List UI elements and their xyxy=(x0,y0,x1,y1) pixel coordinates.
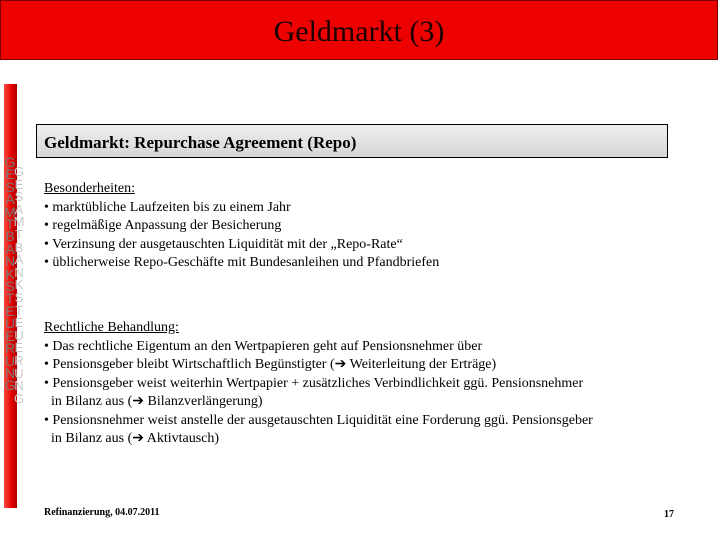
section-heading: Besonderheiten: xyxy=(44,181,135,196)
logo-letter: E xyxy=(5,327,15,344)
logo-letter: S xyxy=(5,278,15,295)
logo-letter: E xyxy=(14,315,24,331)
title-bar xyxy=(0,0,718,60)
logo-letter: K xyxy=(5,265,15,282)
logo-letter: T xyxy=(5,216,15,233)
bullet-item: • regelmäßige Anpassung der Besicherung xyxy=(44,218,282,233)
logo-letter: R xyxy=(14,352,24,368)
logo-letter: T xyxy=(15,302,23,318)
logo-letter: E xyxy=(5,166,15,183)
page-number: 17 xyxy=(664,509,674,520)
logo-letter: N xyxy=(4,253,16,270)
sidebar-logo xyxy=(0,156,20,392)
logo-letter: A xyxy=(14,252,24,268)
bullet-item: • Pensionsnehmer weist anstelle der ausgetauschten Liquidität eine Forderung ggü. Pensionsgeber xyxy=(44,412,593,428)
bullet-item: • Pensionsgeber bleibt Wirtschaftlich Begünstigter (➔ Weiterleitung der Erträge) xyxy=(44,357,497,372)
logo-letter: R xyxy=(4,340,16,357)
logo-letter: G xyxy=(4,377,16,394)
slide-title: Geldmarkt (3) xyxy=(273,15,445,48)
logo-letter: B xyxy=(14,239,24,255)
logo-letter: E xyxy=(5,302,15,319)
logo-letter: S xyxy=(5,178,15,195)
logo-letter: N xyxy=(4,364,16,381)
logo-letter: S xyxy=(14,189,24,205)
logo-letter: A xyxy=(5,191,15,208)
bullet-item: • Verzinsung der ausgetauschten Liquidität mit der „Repo-Rate“ xyxy=(44,236,403,252)
section-besonderheiten xyxy=(44,180,439,273)
logo-letter: K xyxy=(14,277,24,293)
footer-text: Refinanzierung, 04.07.2011 xyxy=(44,507,160,518)
subtitle-box xyxy=(36,124,668,158)
logo-letter: U xyxy=(4,352,16,369)
logo-letter: A xyxy=(5,240,15,257)
logo-letter: N xyxy=(14,378,24,394)
logo-letter: N xyxy=(14,264,24,280)
section-heading: Rechtliche Behandlung: xyxy=(44,320,179,335)
logo-letter: B xyxy=(5,228,15,245)
bullet-item: • Pensionsgeber weist weiterhin Wertpapier + zusätzliches Verbindlichkeit ggü. Pensionsnehmer xyxy=(44,375,584,391)
logo-letter: M xyxy=(4,203,16,220)
logo-letter: A xyxy=(14,201,24,217)
subtitle-text: Geldmarkt: Repurchase Agreement (Repo) xyxy=(44,133,357,152)
logo-letter: E xyxy=(14,176,24,192)
bullet-item: • üblicherweise Repo-Geschäfte mit Bundesanleihen und Pfandbriefen xyxy=(44,255,440,270)
logo-letter: T xyxy=(5,290,15,307)
bullet-item: • marktübliche Laufzeiten bis zu einem Jahr xyxy=(44,199,291,215)
logo-letter: E xyxy=(14,340,24,356)
logo-letter: G xyxy=(13,164,25,179)
logo-letter: U xyxy=(14,327,24,343)
bullet-item-continuation: in Bilanz aus (➔ Aktivtausch) xyxy=(51,431,220,446)
section-rechtliche-behandlung xyxy=(44,319,593,449)
bullet-item: • Das rechtliche Eigentum an den Wertpapieren geht auf Pensionsnehmer über xyxy=(44,338,483,354)
logo-letter: U xyxy=(4,315,16,332)
logo-letter: M xyxy=(13,214,25,230)
logo-letter: G xyxy=(13,390,25,406)
logo-letter: S xyxy=(14,289,24,305)
bullet-item-continuation: in Bilanz aus (➔ Bilanzverlängerung) xyxy=(51,394,263,409)
logo-letter: G xyxy=(4,154,16,170)
logo-letter: T xyxy=(15,226,23,242)
logo-letter: U xyxy=(14,365,24,381)
